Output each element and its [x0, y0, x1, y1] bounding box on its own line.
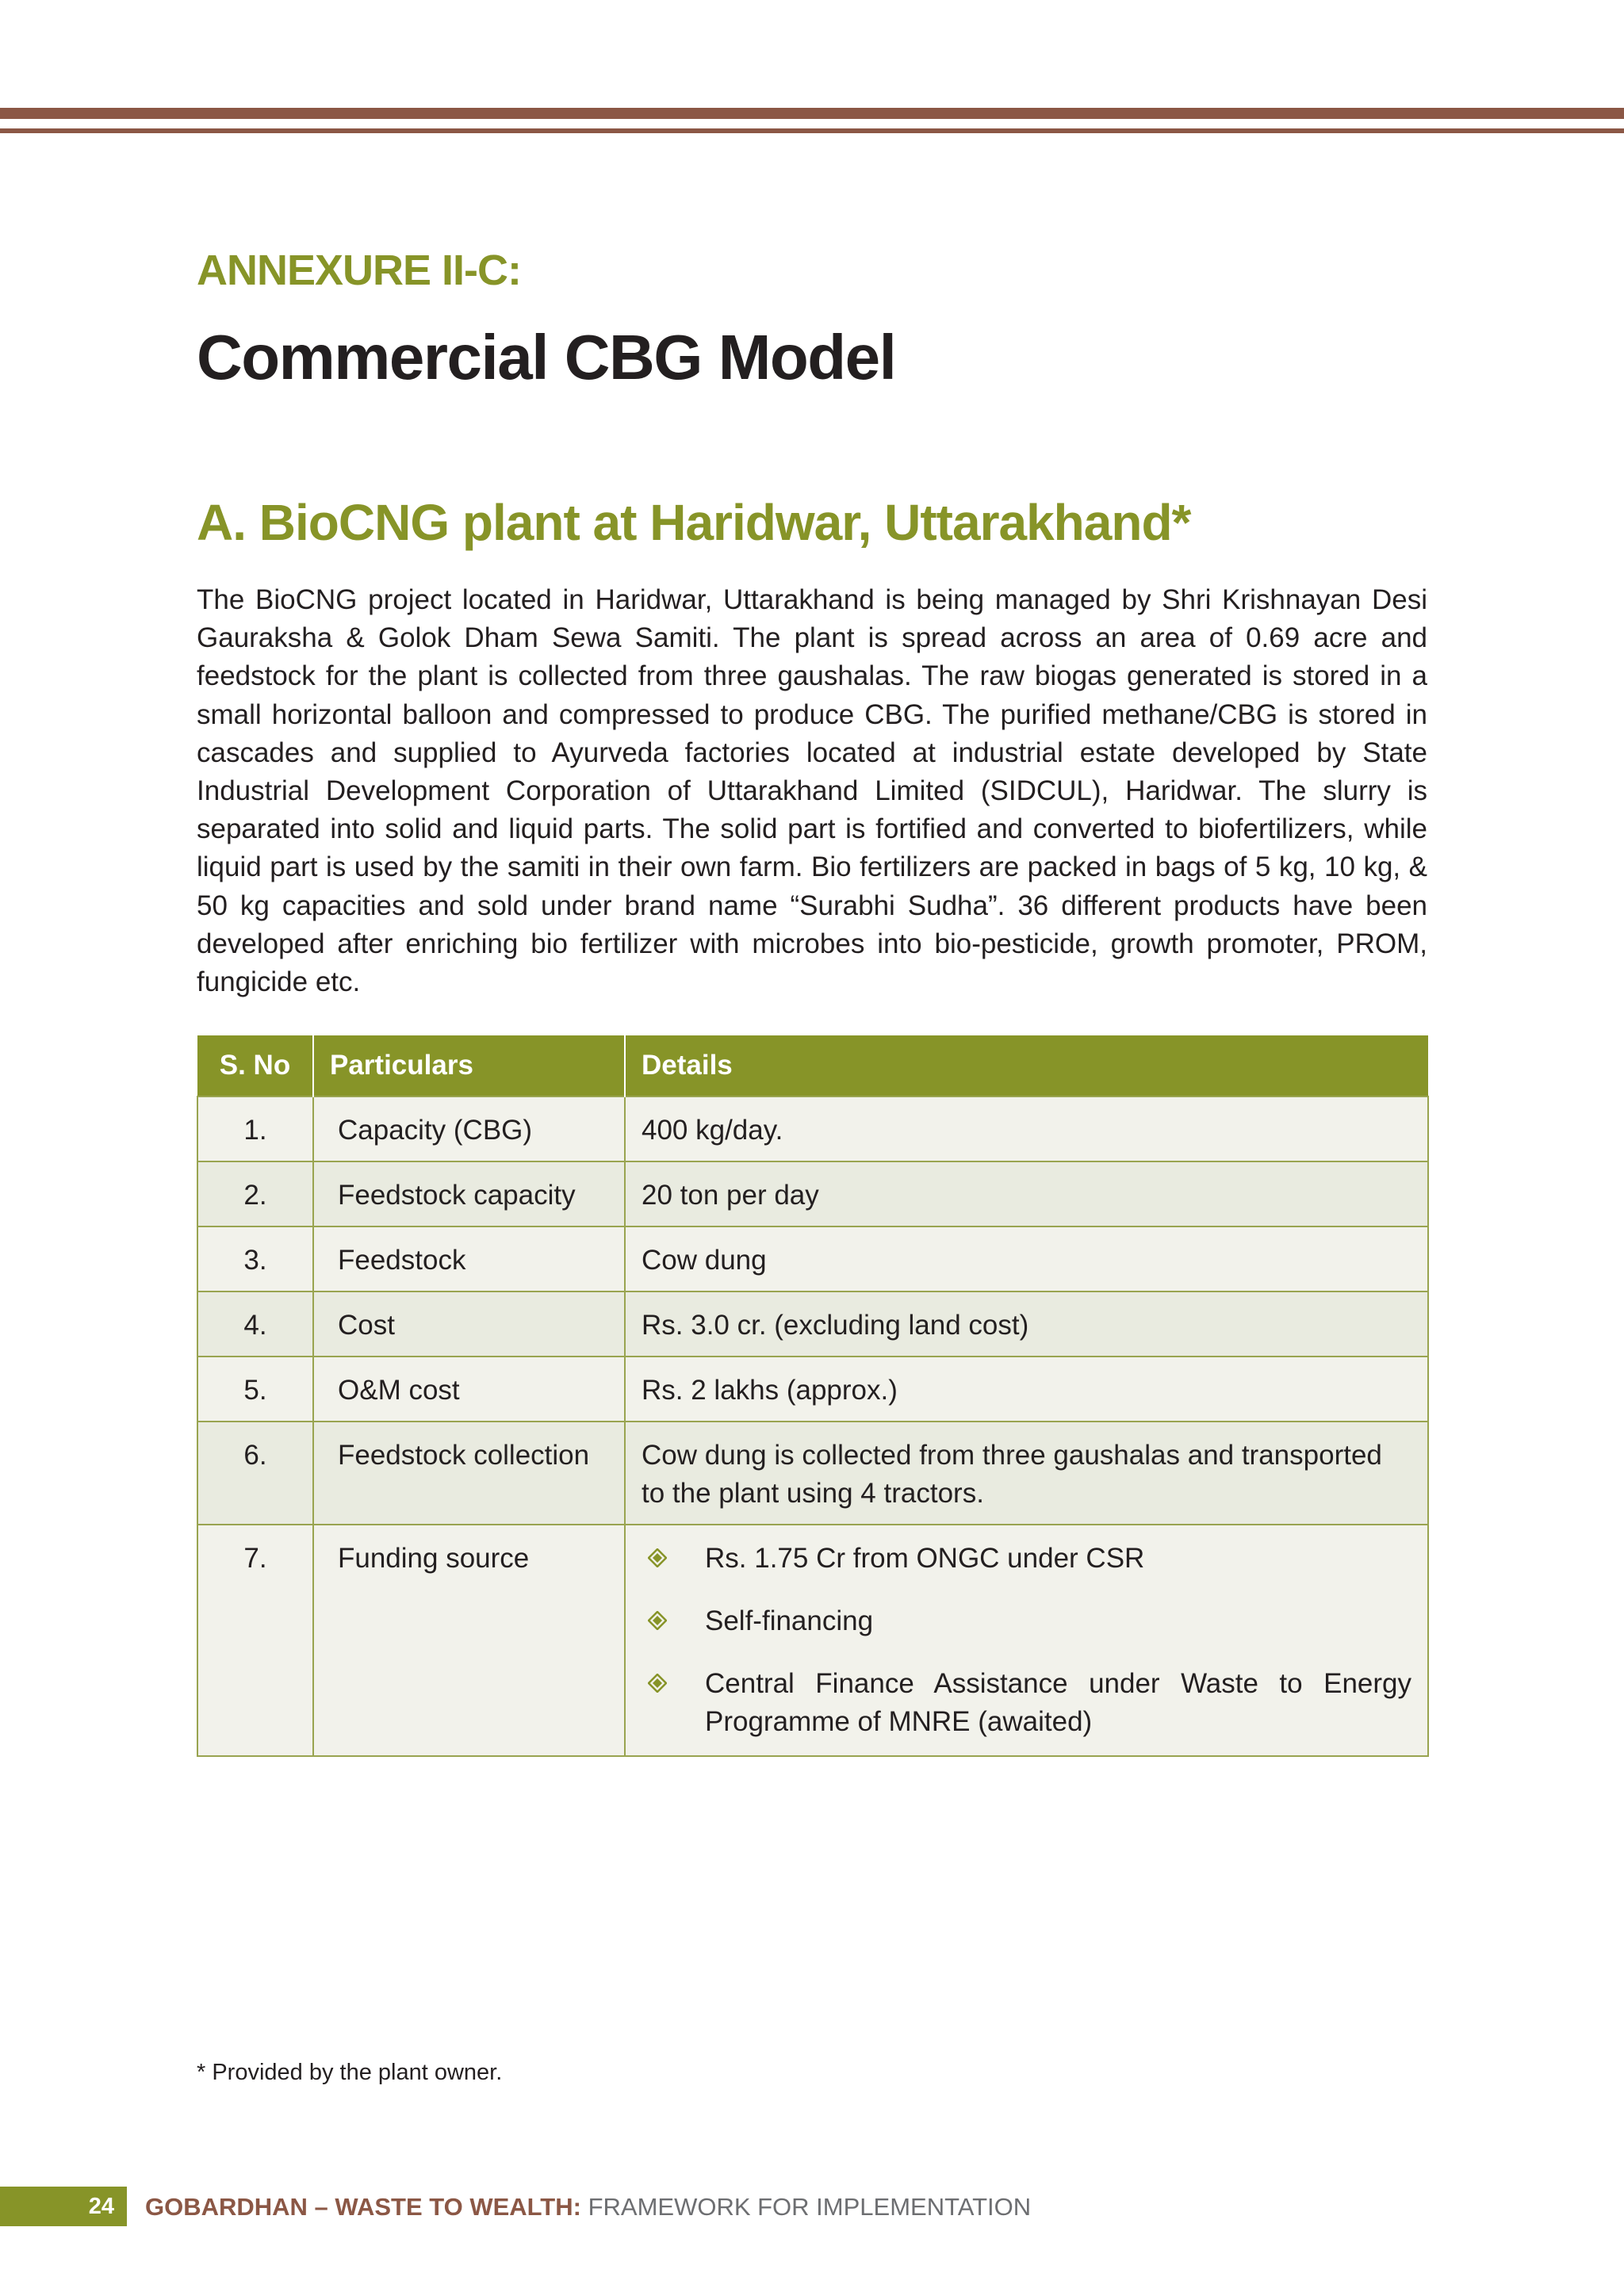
row-detail: Cow dung is collected from three gaushalas and transported to the plant using 4 tractors. [625, 1422, 1428, 1525]
funding-item-text: Rs. 1.75 Cr from ONGC under CSR [705, 1543, 1145, 1574]
row-sno: 5. [197, 1357, 313, 1422]
row-detail: Cow dung [625, 1226, 1428, 1292]
row-detail-funding [625, 1525, 1428, 1756]
header-rule-thin [0, 128, 1624, 133]
funding-item [642, 1665, 1411, 1741]
intro-paragraph: The BioCNG project located in Haridwar, Uttarakhand is being managed by Shri Krishnayan Desi Gauraksha & Golok Dham Sewa Samiti. The plant is spread across an area of 0.69 acre and feedstock for the plant is collected from three gaushalas. The raw biogas generated is stored in a small horizontal balloon and compressed to produce CBG. The purified methane/CBG is stored in cascades and supplied to Ayurveda factories located at industrial estate developed by State Industrial Development Corporation of Uttarakhand Limited (SIDCUL), Haridwar. The slurry is separated into solid and liquid parts. The solid part is fortified and converted to biofertilizers, while liquid part is used by the samiti in their own farm. Bio fertilizers are packed in bags of 5 kg, 10 kg, & 50 kg capacities and sold under brand name “Surabhi Sudha”. 36 different products have been developed after enriching bio fertilizer with microbes into bio-pesticide, growth promoter, PROM, fungicide etc. [197, 584, 1427, 998]
footer-subtitle: FRAMEWORK FOR IMPLEMENTATION [580, 2193, 1032, 2221]
row-particular: Capacity (CBG) [313, 1096, 625, 1161]
funding-item [642, 1602, 1411, 1640]
row-particular: O&M cost [313, 1357, 625, 1422]
row-particular: Feedstock collection [313, 1422, 625, 1525]
row-detail: 400 kg/day. [625, 1096, 1428, 1161]
table-row [197, 1096, 1428, 1161]
header-rule-thick [0, 108, 1624, 119]
table-row [197, 1525, 1428, 1756]
row-particular: Feedstock capacity [313, 1161, 625, 1226]
page-title: Commercial CBG Model [197, 322, 896, 392]
row-particular: Funding source [313, 1525, 625, 1756]
row-sno: 6. [197, 1422, 313, 1525]
row-particular: Cost [313, 1292, 625, 1357]
page-number: 24 [0, 2187, 127, 2226]
table-row [197, 1161, 1428, 1226]
footer-brand: GOBARDHAN – WASTE TO WEALTH: [145, 2193, 581, 2221]
section-heading: A. BioCNG plant at Haridwar, Uttarakhand* [197, 494, 1191, 551]
row-detail: Rs. 2 lakhs (approx.) [625, 1357, 1428, 1422]
diamond-bullet-icon [648, 1548, 667, 1567]
row-detail: Rs. 3.0 cr. (excluding land cost) [625, 1292, 1428, 1357]
table-row [197, 1422, 1428, 1525]
funding-item-text: Self-financing [705, 1605, 874, 1636]
row-sno: 4. [197, 1292, 313, 1357]
row-sno: 2. [197, 1161, 313, 1226]
footnote: * Provided by the plant owner. [197, 2060, 503, 2085]
row-detail: 20 ton per day [625, 1161, 1428, 1226]
funding-item [642, 1540, 1411, 1578]
header-details: Details [625, 1035, 1428, 1096]
table-row [197, 1226, 1428, 1292]
table-row [197, 1357, 1428, 1422]
funding-item-text: Central Finance Assistance under Waste to Energy Programme of MNRE (awaited) [705, 1668, 1411, 1737]
row-sno: 7. [197, 1525, 313, 1756]
row-particular: Feedstock [313, 1226, 625, 1292]
annexure-label: ANNEXURE II-C: [197, 247, 522, 294]
row-sno: 3. [197, 1226, 313, 1292]
diamond-bullet-icon [648, 1674, 667, 1693]
header-sno: S. No [197, 1035, 313, 1096]
diamond-bullet-icon [648, 1611, 667, 1630]
row-sno: 1. [197, 1096, 313, 1161]
funding-list [642, 1540, 1411, 1741]
plant-details-table [197, 1035, 1429, 1757]
running-footer [145, 2193, 1031, 2221]
table-header-row [197, 1035, 1428, 1096]
table-row [197, 1292, 1428, 1357]
header-particulars: Particulars [313, 1035, 625, 1096]
